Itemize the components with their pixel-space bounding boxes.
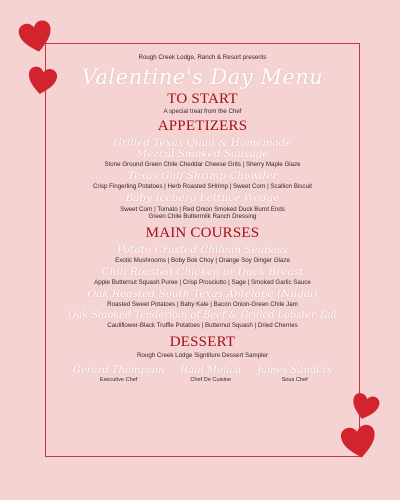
to-start-subtitle: A special treat from the Chef — [163, 108, 242, 115]
menu-content — [45, 54, 360, 383]
chef-3 — [257, 365, 332, 383]
main-courses-heading: MAIN COURSES — [145, 224, 260, 241]
appetizers-heading: APPETIZERS — [157, 118, 248, 135]
main-item-2-detail: Apple Butternut Squash Puree | Crisp Prosciutto | Sage | Smoked Garlic Sauce — [94, 278, 311, 286]
chef-3-role: Sous Chef — [281, 376, 308, 383]
appetizer-item-1-name: Grilled Texas Quail & Homemade Mezcal Smoked Sausage — [113, 137, 292, 161]
chef-2-role: Chef De Cuisine — [190, 376, 232, 383]
chef-1 — [73, 365, 165, 383]
appetizer-item-1-detail: Stone Ground Green Chile Cheddar Cheese Grits | Sherry Maple Glaze — [104, 161, 301, 169]
chef-signatures — [45, 365, 360, 383]
appetizer-item-3-detail-2: Green Chile Buttermilk Ranch Dressing — [148, 212, 257, 220]
main-item-3-detail: Roasted Sweet Potatoes | Baby Kale | Bacon Onion-Green Chile Jam — [107, 300, 298, 308]
to-start-heading: TO START — [167, 91, 238, 107]
chef-3-name: James Sanders — [257, 364, 333, 376]
chef-1-role: Executive Chef — [99, 376, 138, 383]
heart-icon-bottom-2 — [337, 421, 381, 463]
main-item-3-name: Oak Roasted South Texas Antelope (Nilgai) — [87, 287, 318, 300]
appetizer-item-2-name: Texas Gulf Shrimp Chowder — [127, 170, 278, 183]
chef-2 — [180, 365, 241, 383]
main-item-2-name: Chili Roasted Chicken or Duck Breast — [101, 265, 304, 278]
presenter-line: Rough Creek Lodge, Ranch & Resort presents — [138, 54, 267, 61]
chef-1-name: Gerard Thompson — [72, 364, 165, 376]
main-item-1-name: Potato Crusted Chilean Seabass — [117, 243, 288, 256]
menu-title: Valentine's Day Menu — [81, 65, 324, 89]
appetizer-item-2-detail: Crisp Fingerling Potatoes | Herb Roasted SHrimp | Sweet Corn | Scallion Biscuit — [92, 183, 313, 191]
appetizer-item-3-detail: Sweet Corn | Tomato | Red Onion Smoked Duck Burnt Ends — [120, 205, 285, 213]
main-item-4-detail: Cauliflower-Black Truffle Potatoes | Butternut Squash | Dried Cherries — [107, 321, 298, 329]
main-item-4-name: Oak Smoked Tenderloin of Beef & Grilled Lobster Tail — [68, 309, 337, 321]
dessert-heading: DESSERT — [169, 333, 236, 350]
dessert-detail: Rough Creek Lodge Signtiture Dessert Sampler — [136, 351, 269, 359]
appetizer-item-3-name: Baby Iceberg Lettuce Wedge — [125, 192, 280, 205]
chef-2-name: Raul Mojica — [180, 364, 242, 376]
main-item-1-detail: Exotic Mushrooms | Boby Bok Choy | Orange Soy Ginger Glaze — [115, 256, 290, 264]
